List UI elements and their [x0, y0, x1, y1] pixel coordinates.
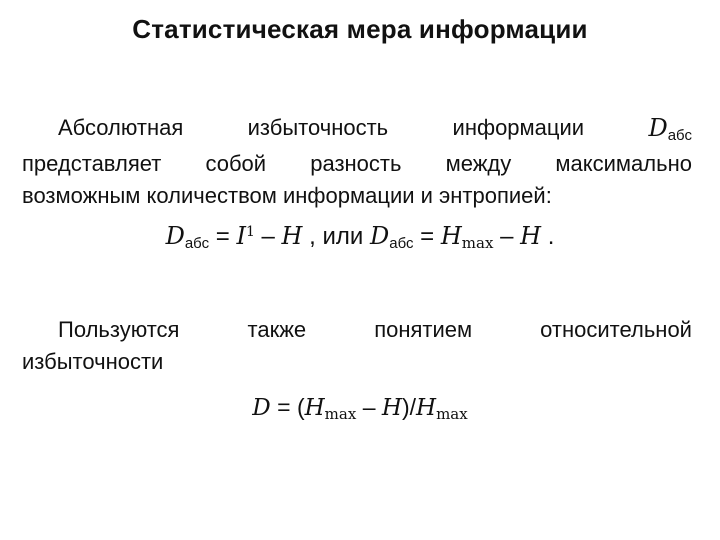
- paragraph-absolute-redundancy: [22, 112, 692, 212]
- paragraph-line-3: возможным количеством информации и энтропией:: [22, 183, 552, 208]
- slide-title: Статистическая мера информации: [132, 14, 588, 44]
- paragraph-line-1: [22, 112, 692, 148]
- paragraph-line-2: избыточности: [22, 349, 164, 374]
- word: информации: [452, 115, 585, 140]
- paragraph-relative-redundancy: [22, 314, 692, 378]
- word: избыточность: [247, 115, 389, 140]
- word: разность: [310, 151, 402, 176]
- word: собой: [205, 151, 267, 176]
- word: также: [247, 317, 307, 342]
- word: максимально: [555, 151, 692, 176]
- word: понятием: [374, 317, 473, 342]
- word: между: [445, 151, 512, 176]
- paragraph-line-2: [22, 148, 692, 180]
- word: представляет: [22, 151, 162, 176]
- formula-absolute-redundancy: Dабс = $I^1$ – H , или Dабс = Hmax – H .: [165, 222, 555, 252]
- formula-relative-redundancy: D = (Hmax – H)/Hmax: [252, 394, 468, 423]
- word: Пользуются: [58, 317, 180, 342]
- paragraph-line-1: [22, 314, 692, 346]
- word: Абсолютная: [58, 115, 184, 140]
- word: относительной: [540, 317, 692, 342]
- symbol-d-abs: Dабс: [648, 114, 692, 144]
